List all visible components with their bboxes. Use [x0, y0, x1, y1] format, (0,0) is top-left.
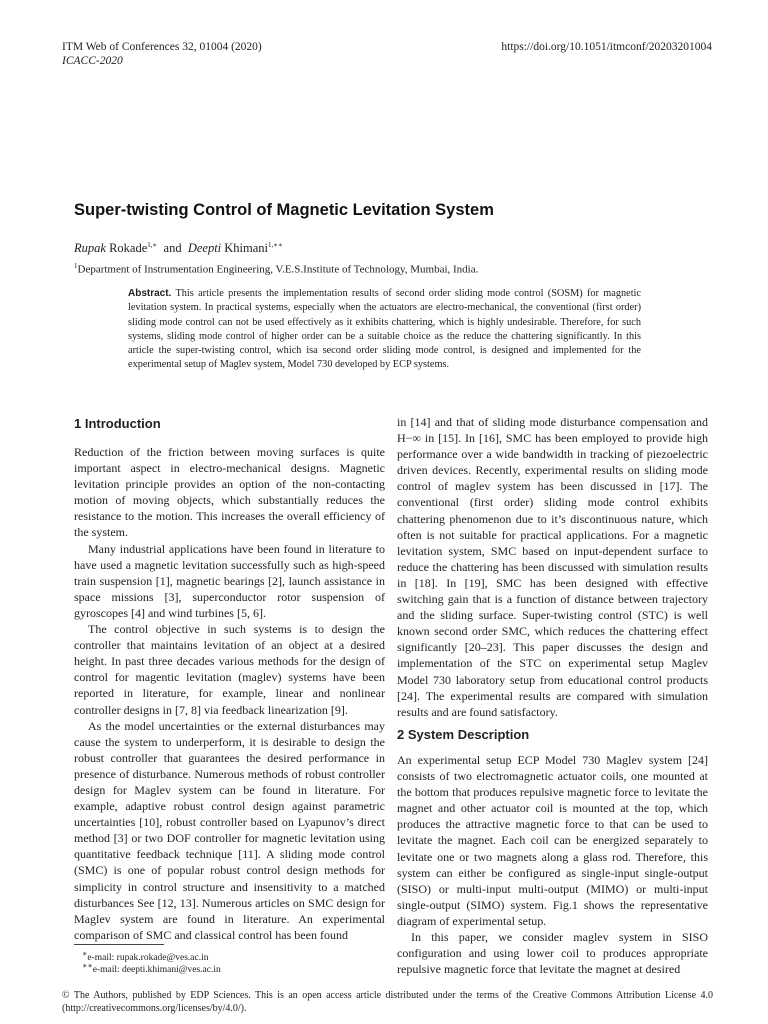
affiliation-text: Department of Instrumentation Engineering, V.E.S.Institute of Technology, Mumbai, India. [77, 263, 479, 276]
footnote-1-mark: ∗ [82, 949, 88, 958]
abstract-text: This article presents the implementation results of second order sliding mode control (SOSM) for magnetic levitation system. In practical systems, especially when the actuators are electro-mechanical, the conventional (first order) sliding mode control can not be used effectively as it exhibits chattering, which is highly undesirable. Therefore, for such systems, sliding mode control of higher order can be a suitable choice as the reduce the chattering significantly. In this article the super-twisting control, which isa second order sliding mode control, is designed and implemented for the experimental setup of Maglev system, Model 730 developed by ECP systems. [128, 288, 641, 371]
right-column-top [397, 414, 708, 720]
author-conjunction: and [163, 241, 182, 256]
intro-paragraph-4: As the model uncertainties or the external disturbances may cause the system to underperform, it is desirable to design the robust controller that guarantees the desired performance in presence of disturbance. Numerous methods of robust controller design for Maglev system can be found in literature. For example, adaptive robust control design against parametric uncertainties [10], robust controller based on Lyapunov’s direct method [3] or two DOF controller for magnetic levitation using quantitative feedback technique [11]. A sliding mode control (SMC) is one of popular robust control design methods for simplicity in control structure and insensitivity to a matched disturbances See [12, 13]. Numerous articles on SMC design for Maglev system are found in literature. An experimental comparison of SMC and classical control has been found [74, 718, 385, 942]
author2-last-name: Khimani [224, 241, 269, 256]
system-paragraph-2: In this paper, we consider maglev system in SISO configuration and using lower coil to produces appropriate repulsive magnetic force that levitate the magnet at desired [397, 930, 708, 977]
license-footer: © The Authors, published by EDP Sciences. This is an open access article distributed under the terms of the Creative Commons Attribution License 4.0 (http://creativecommons.org/licenses/by/4.0/). [62, 990, 713, 1014]
author2-mark: 1,∗∗ [268, 241, 283, 249]
affiliation [74, 262, 478, 276]
section-heading-system-description: 2 System Description [397, 727, 530, 742]
right-column-bottom [397, 752, 708, 977]
author1-last-name: Rokade [109, 241, 148, 256]
system-paragraph-1: An experimental setup ECP Model 730 Maglev system [24] consists of two electromagnetic actuator coils, one mounted at the bottom that produces repulsive magnetic force to levitate the magnet and other actuator coil is mounted at the top, which produces the attractive magnetic force to that can be used to levitate the magnet. Each coil can be energized separately to levitate one or two magnets along a glass rod. Therefore, this system can either be configured as single-input single-output (SISO) or multi-input multi-output (MIMO) or multi-input single-output (SIMO) system. Fig.1 shows the representative diagram of experimental setup. [397, 753, 708, 928]
footnote-2-email[interactable]: e-mail: deepti.khimani@ves.ac.in [92, 965, 221, 976]
section-heading-introduction: 1 Introduction [74, 416, 161, 431]
author1-mark: 1,∗ [147, 241, 158, 249]
journal-citation: ITM Web of Conferences 32, 01004 (2020) [62, 41, 262, 53]
paper-title: Super-twisting Control of Magnetic Levitation System [74, 201, 494, 219]
abstract-label: Abstract. [128, 288, 172, 299]
author1-first-name: Rupak [74, 241, 106, 256]
author2-first-name: Deepti [187, 241, 222, 256]
intro-paragraph-1: Reduction of the friction between moving surfaces is quite important aspect in electro-mechanical designs. Magnetic levitation principle provides an option of the non-contacting motion of moving objects, which substantially reduces the resistance to the motion. This increases the overall efficiency of the system. [74, 445, 385, 540]
footnote-rule [74, 944, 164, 945]
intro-paragraph-3: The control objective in such systems is to design the controller that maintains levitation of an object at a desired height. In past three decades various methods for the design of control for magentic levitation (maglev) systems have been reported in literature, for example, linear and nonlinear controller designs in [7, 8] via feedback linearization [9]. [74, 622, 385, 717]
left-column [74, 444, 385, 943]
abstract [128, 287, 641, 373]
intro-paragraph-2: Many industrial applications have been found in literature to have used a magnetic levitation successfully such as high-speed train suspension [1], magnetic bearings [2], launch assistance in space missions [3], superconductor rotor suspension of gyroscopes [4] and wind turbines [5, 6]. [74, 541, 385, 620]
affiliation-mark: 1 [74, 262, 78, 270]
author-list [74, 241, 283, 256]
doi-link[interactable]: https://doi.org/10.1051/itmconf/20203201004 [501, 41, 712, 53]
footnote-1-email[interactable]: e-mail: rupak.rokade@ves.ac.in [87, 953, 209, 964]
intro-paragraph-5: in [14] and that of sliding mode disturbance compensation and H−∞ in [15]. In [16], SMC has been employed to provide high performance over a wide bandwidth in tracking of piezoelectric driven devices. Recently, experimental results on sliding mode control of maglev system has been discussed in [17]. The conventional (first order) sliding mode control exhibits chattering phenomenon due to it’s discontinuous nature, which often is not suitable for practical applications. For a magnetic levitation system, SMC based on input-dependent surface to reduce the chattering has been discussed with simulation results in [18]. In [19], SMC has been designed with effective switching gain that is a function of distance between trajectory and the sliding surface. Super-twisting control (STC) is well known second order SMC, which reduces the chattering effect significantly [20–23]. This paper discusses the design and implementation of the STC on experimental setup Maglev Model 730 laboratory setup from educational control products [24]. The experimental results are compared with simulation results and are found satisfactory. [397, 415, 708, 719]
footnote-2-mark: ∗∗ [82, 961, 93, 970]
conference-name: ICACC-2020 [62, 55, 123, 67]
running-header-left [62, 40, 262, 68]
footnote-2 [82, 960, 221, 976]
